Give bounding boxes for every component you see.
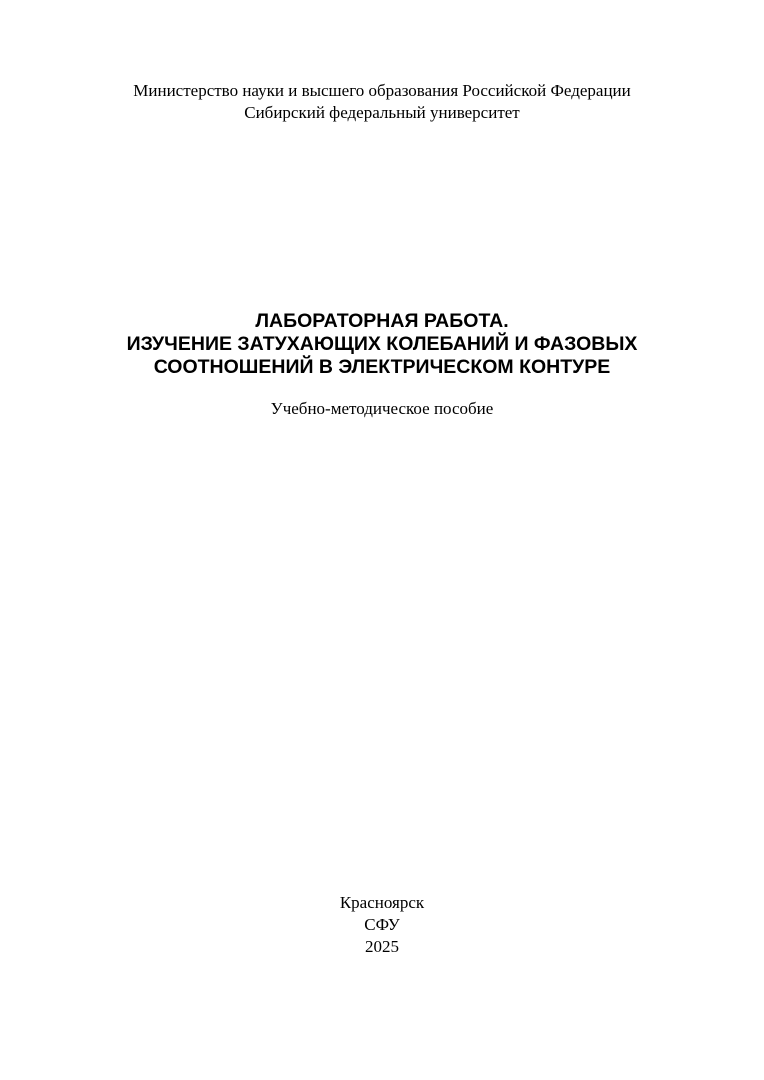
publisher-name: СФУ: [364, 915, 400, 934]
publication-year: 2025: [365, 937, 399, 956]
title-line-1: ЛАБОРАТОРНАЯ РАБОТА.: [255, 310, 509, 332]
ministry-name: Министерство науки и высшего образования Российской Федерации: [133, 81, 631, 100]
document-title: [0, 310, 764, 379]
university-name: Сибирский федеральный университет: [244, 103, 520, 122]
publication-info: [0, 892, 764, 958]
document-subtitle: Учебно-методическое пособие: [270, 399, 494, 418]
publication-city: Красноярск: [339, 893, 425, 912]
title-line-3: СООТНОШЕНИЙ В ЭЛЕКТРИЧЕСКОМ КОНТУРЕ: [153, 356, 611, 378]
institution-header: [0, 80, 764, 124]
title-line-2: ИЗУЧЕНИЕ ЗАТУХАЮЩИХ КОЛЕБАНИЙ И ФАЗОВЫХ: [126, 333, 638, 355]
